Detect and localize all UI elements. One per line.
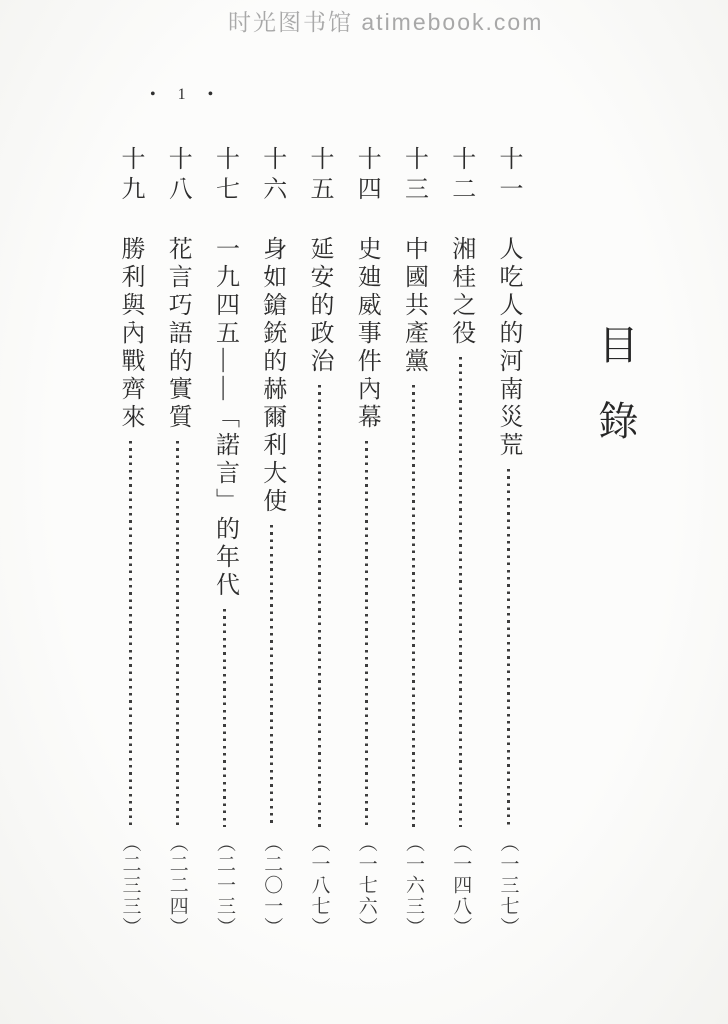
toc-entry xyxy=(296,146,342,938)
toc-entry xyxy=(154,146,200,938)
toc-entry xyxy=(391,146,437,938)
dot-leader xyxy=(459,357,462,827)
chapter-number: 十四 xyxy=(353,146,380,206)
chapter-page-number: （一四八） xyxy=(450,833,472,938)
chapter-title: 身如鎗銃的赫爾利大使 xyxy=(258,236,285,516)
chapter-title: 湘桂之役 xyxy=(447,236,474,348)
chapter-title: 人吃人的河南災荒 xyxy=(495,236,521,460)
dot-leader xyxy=(270,525,273,827)
chapter-page-number: （一八七） xyxy=(308,833,330,938)
dot-leader xyxy=(412,385,415,827)
dot-leader xyxy=(507,469,510,827)
chapter-page-number: （二〇一） xyxy=(261,833,283,938)
toc-entry xyxy=(107,146,153,938)
dot-leader xyxy=(223,609,226,827)
toc-entry xyxy=(249,146,295,938)
page-number-marker: • 1 • xyxy=(150,86,223,103)
chapter-title: 一九四五——「諾言」的年代 xyxy=(211,236,238,600)
chapter-title: 延安的政治 xyxy=(306,236,332,376)
table-of-contents xyxy=(107,146,531,938)
chapter-number: 十一 xyxy=(495,146,521,206)
watermark-text: 时光图书馆 atimebook.com xyxy=(228,9,544,35)
toc-entry xyxy=(343,146,389,938)
chapter-number: 十五 xyxy=(306,146,332,206)
toc-entry xyxy=(485,146,531,938)
dot-leader xyxy=(129,441,132,827)
chapter-number: 十六 xyxy=(258,146,285,206)
dot-leader xyxy=(176,441,179,827)
chapter-title: 勝利與內戰齊來 xyxy=(117,236,143,432)
chapter-page-number: （二一三） xyxy=(214,833,235,938)
chapter-number: 十九 xyxy=(117,146,143,206)
chapter-title: 中國共產黨 xyxy=(400,236,427,376)
chapter-page-number: （一三七） xyxy=(497,833,519,938)
chapter-title: 花言巧語的實質 xyxy=(164,236,191,432)
chapter-page-number: （二二四） xyxy=(166,833,188,938)
dot-leader xyxy=(318,385,321,827)
toc-entry xyxy=(202,146,248,938)
chapter-page-number: （二三三） xyxy=(119,833,141,938)
toc-entry xyxy=(438,146,484,938)
chapter-page-number: （一六三） xyxy=(403,833,424,938)
chapter-number: 十七 xyxy=(211,146,238,206)
chapter-page-number: （一七六） xyxy=(355,833,377,938)
dot-leader xyxy=(365,441,368,827)
chapter-number: 十八 xyxy=(164,146,191,206)
chapter-title: 史廸威事件內幕 xyxy=(353,236,380,432)
chapter-number: 十三 xyxy=(400,146,427,206)
chapter-number: 十二 xyxy=(447,146,474,206)
contents-title: 目錄 xyxy=(593,324,638,476)
